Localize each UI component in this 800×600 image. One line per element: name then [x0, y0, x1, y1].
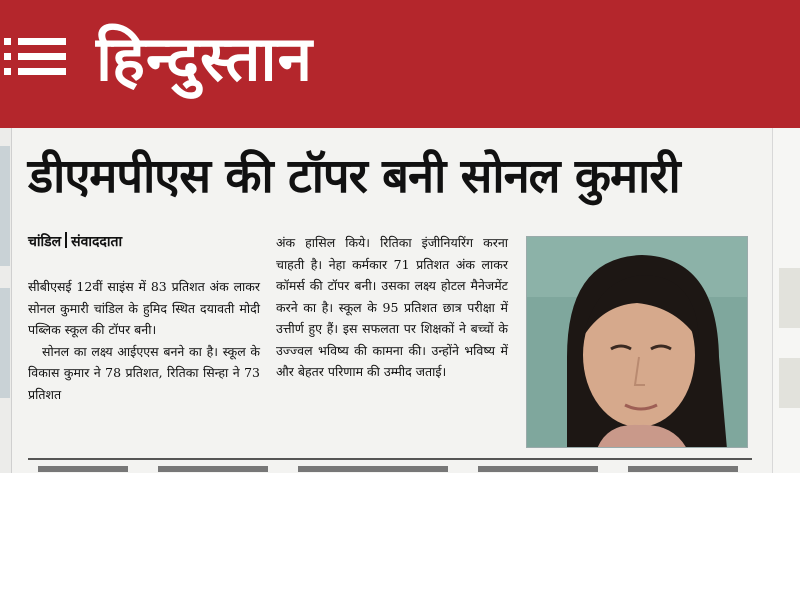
- portrait-image: [527, 237, 748, 448]
- brand-logo[interactable]: हिन्दुस्तान: [96, 22, 313, 95]
- adjacent-column-left: [0, 128, 12, 473]
- byline-author: संवाददाता: [71, 234, 123, 250]
- article-headline: डीएमपीएस की टॉपर बनी सोनल कुमारी: [28, 149, 680, 204]
- article-column-2: [276, 232, 508, 383]
- next-article-text-cut: [28, 466, 752, 473]
- byline: [28, 232, 122, 252]
- section-divider: [28, 458, 752, 460]
- article-paragraph: अंक हासिल किये। रितिका इंजीनियरिंग करना चाहती है। नेहा कर्मकार 71 प्रतिशत अंक लाकर कॉमर्स की टॉपर बनी। उसका लक्ष्य होटल मैनेजमेंट करने का है। स्कूल के 95 प्रतिशत छात्र परीक्षा में उत्तीर्ण हुए हैं। इस सफलता पर शिक्षकों ने बच्चों के उज्ज्वल भविष्य की कामना की। उन्होंने भविष्य में और बेहतर परिणाम की उम्मीद जताई।: [276, 235, 508, 379]
- adjacent-column-right: [772, 128, 800, 473]
- byline-place: चांडिल: [28, 234, 62, 250]
- article-column-1: [28, 276, 260, 405]
- student-photo: [526, 236, 748, 448]
- header-bar: [0, 0, 800, 128]
- newspaper-clipping: [0, 128, 800, 473]
- article-paragraph: सोनल का लक्ष्य आईएएस बनने का है। स्कूल के विकास कुमार ने 78 प्रतिशत, रितिका सिन्हा ने 73 प्रतिशत: [28, 343, 260, 402]
- hamburger-menu-icon[interactable]: [4, 34, 66, 78]
- byline-separator: [65, 232, 67, 248]
- article-paragraph: सीबीएसई 12वीं साइंस में 83 प्रतिशत अंक लाकर सोनल कुमारी चांडिल के हुमिद स्थित दयावती मोदी पब्लिक स्कूल की टॉपर बनी।: [28, 279, 260, 337]
